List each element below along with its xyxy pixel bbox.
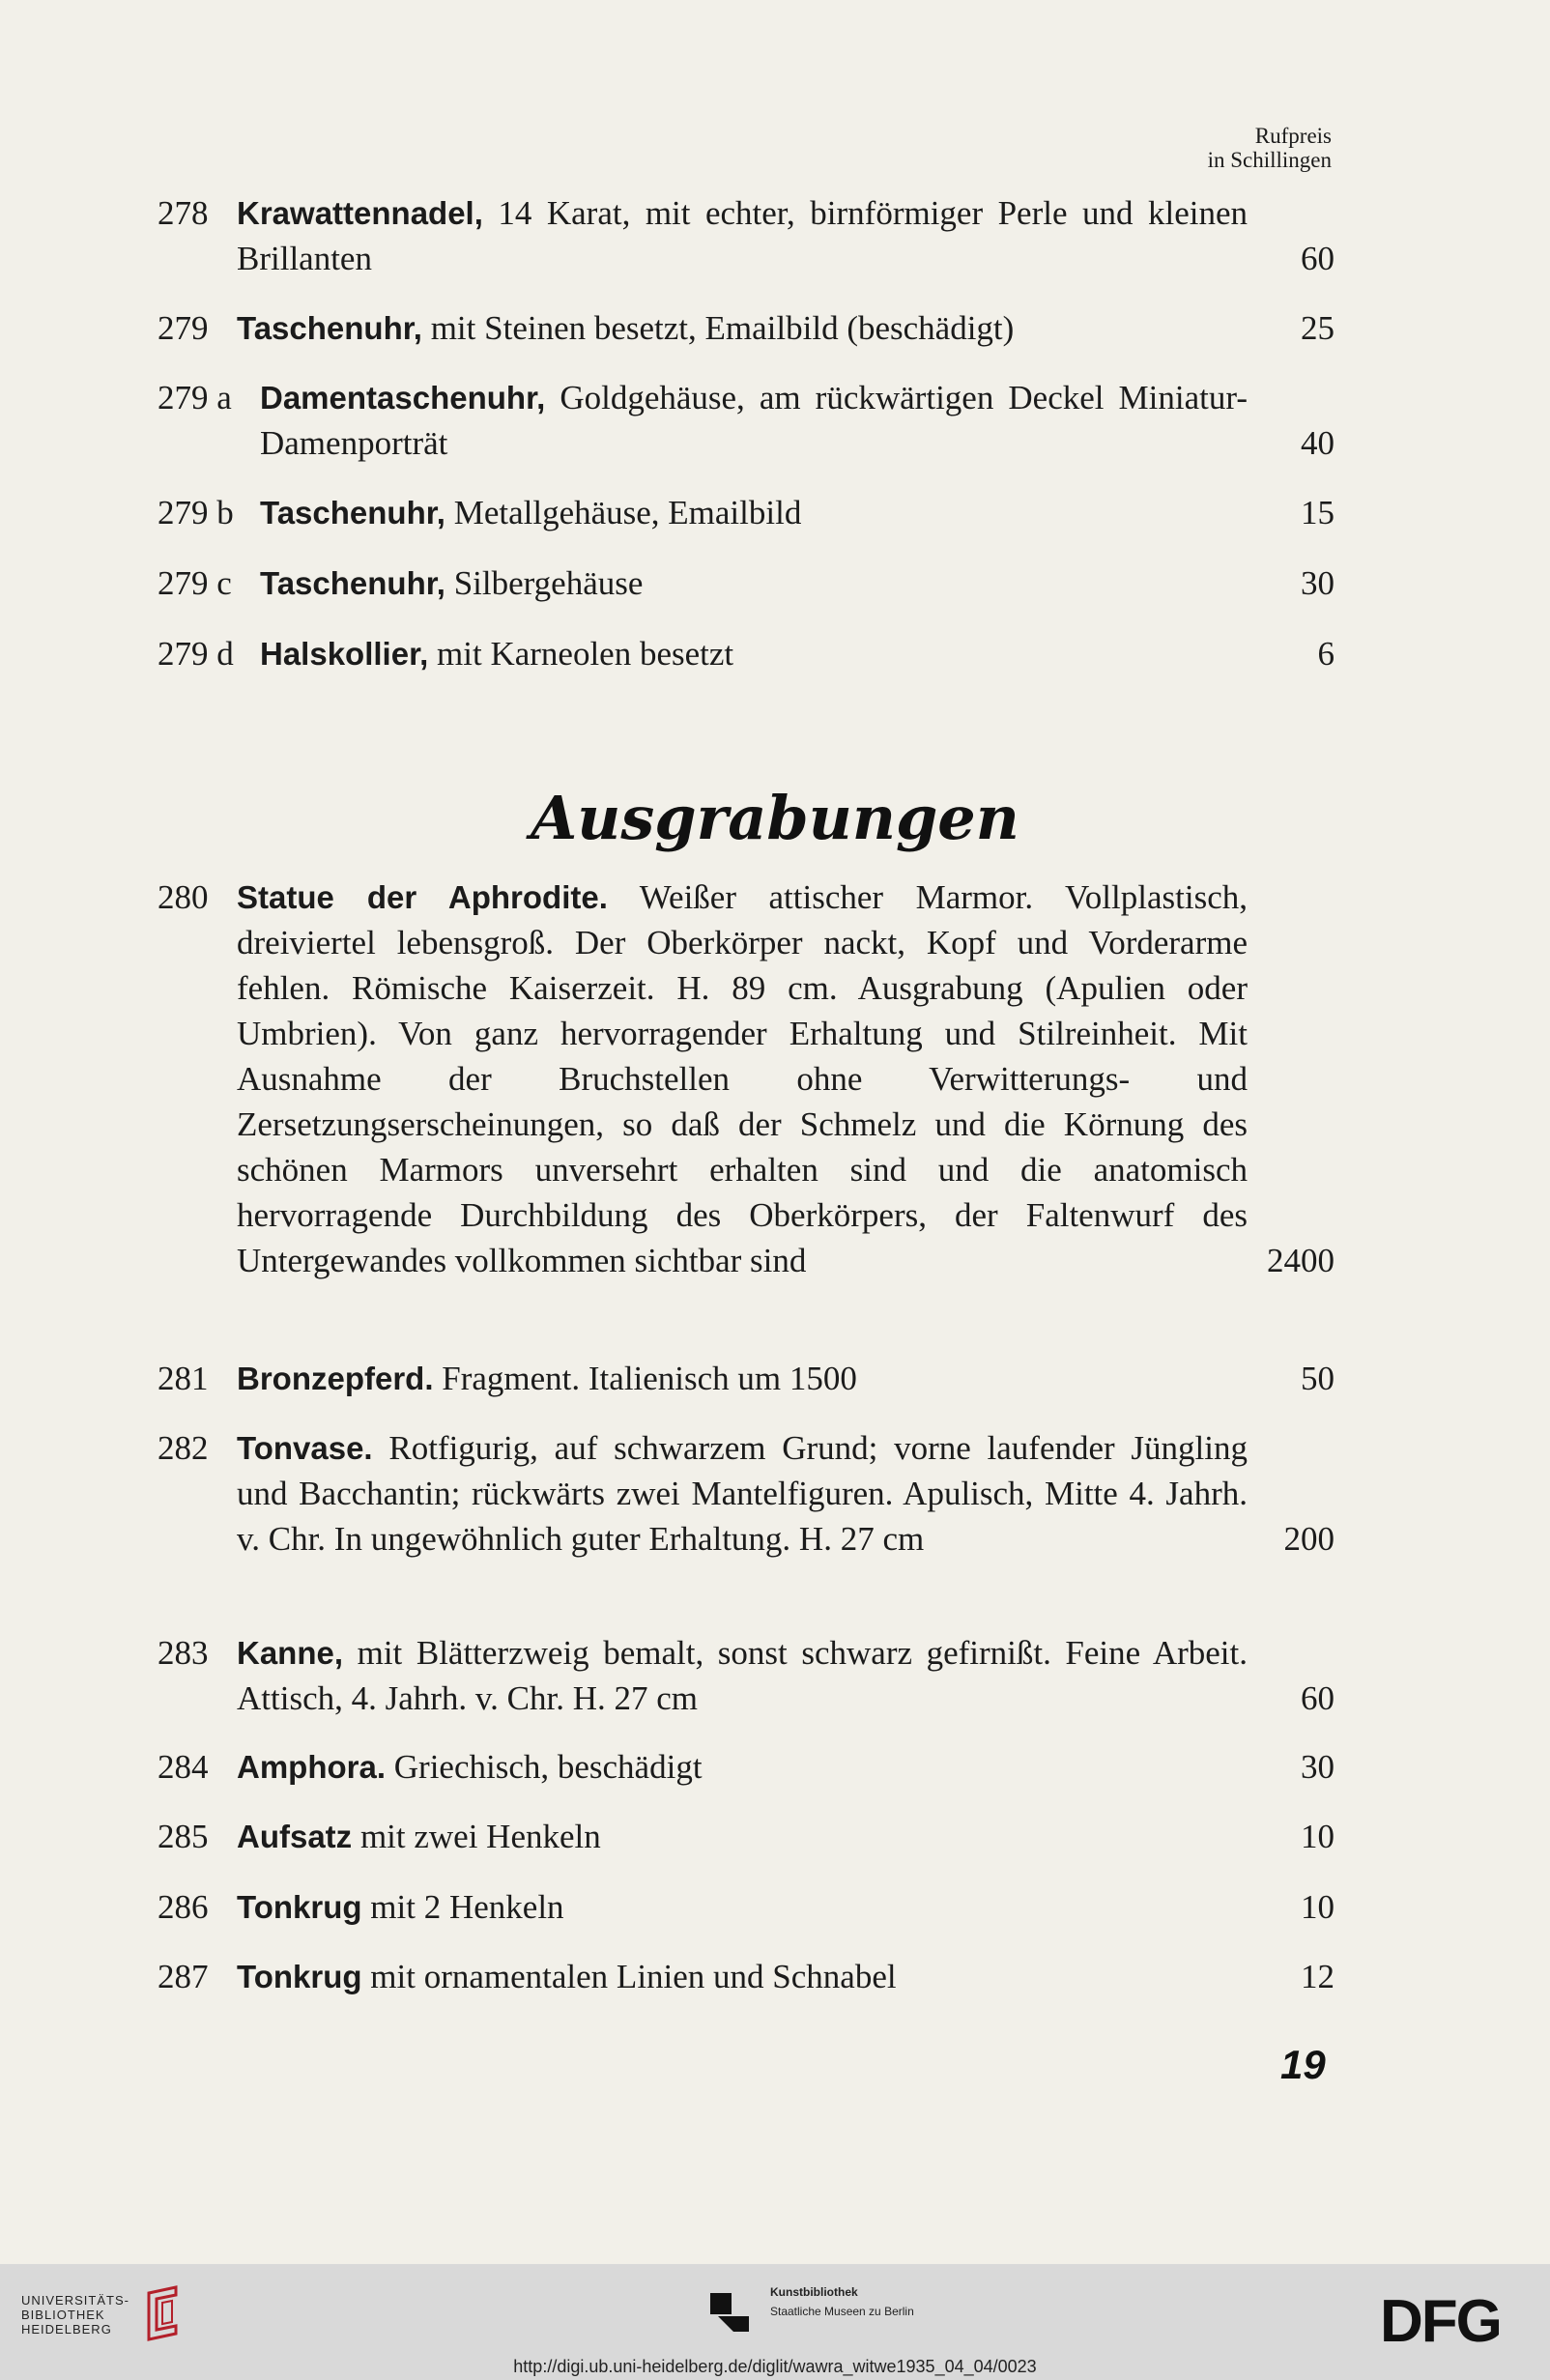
lot-price: 200 [1283,1520,1335,1558]
lot-number: 287 [158,1958,209,1995]
catalog-entry [158,1425,1335,1562]
price-header-line1: Rufpreis [1254,124,1332,148]
lot-number: 279 c [158,564,232,602]
lot-price: 10 [1301,1888,1335,1926]
lot-price: 60 [1301,1679,1335,1717]
lot-title: Taschenuhr, [260,565,445,601]
lot-title: Kanne, [237,1635,344,1671]
lot-description: mit Karneolen besetzt [428,635,734,673]
lot-description: mit Blätterzweig bemalt, sonst schwarz gefirnißt. Feine Arbeit. Attisch, 4. Jahrh. v. Chr. H. 27 cm [237,1634,1248,1717]
lot-description: Goldgehäuse, am rückwärtigen Deckel Miniatur-Damenporträt [260,379,1248,462]
lot-price: 6 [1317,635,1335,673]
lot-description: Weißer attischer Marmor. Vollplastisch, dreiviertel lebensgroß. Der Oberkörper nackt, Kopf und Vorderarme fehlen. Römische Kaiserzeit. H. 89 cm. Ausgrabung (Apulien oder Umbrien). Von ganz hervorragender Erhaltung und Stilreinheit. Mit Ausnahme der Bruchstellen ohne Verwitterungs- und Zersetzungserscheinungen, so daß der Schmelz und die Körnung des schönen Marmors unversehrt erhalten sind und die anatomisch hervorragende Durchbildung des Oberkörpers, der Faltenwurf des Untergewandes vollkommen sichtbar sind [237,878,1248,1279]
lot-number: 283 [158,1634,209,1672]
lot-title: Taschenuhr, [260,495,445,530]
catalog-entry [158,1630,1335,1721]
lot-number: 279 d [158,635,234,673]
lot-title: Taschenuhr, [237,310,422,346]
lot-number: 279 a [158,379,232,416]
catalog-entry [158,375,1335,466]
lot-price: 12 [1301,1958,1335,1995]
kunstbibliothek-subtitle: Staatliche Museen zu Berlin [770,2305,914,2318]
lot-price: 2400 [1267,1242,1335,1279]
lot-price: 30 [1301,564,1335,602]
lot-number: 279 [158,309,209,347]
kunstbibliothek-mark-icon [710,2293,753,2336]
catalog-entry [158,631,1335,676]
lot-number: 278 [158,194,209,232]
catalog-entry [158,490,1335,535]
lot-description: mit ornamentalen Linien und Schnabel [361,1958,897,1995]
lot-number: 281 [158,1360,209,1397]
uni-logo-line2: BIBLIOTHEK [21,2308,105,2322]
kunstbibliothek-title: Kunstbibliothek [770,2285,858,2299]
lot-title: Damentaschenuhr, [260,380,546,416]
lot-description: Fragment. Italienisch um 1500 [433,1360,857,1397]
lot-number: 284 [158,1748,209,1786]
lot-number: 285 [158,1818,209,1855]
catalog-entry [158,875,1335,1283]
catalog-entry [158,1356,1335,1401]
lot-description: mit 2 Henkeln [361,1888,564,1926]
lot-description: mit zwei Henkeln [352,1818,601,1855]
uni-logo-line3: HEIDELBERG [21,2322,112,2337]
permalink-url[interactable]: http://digi.ub.uni-heidelberg.de/diglit/wawra_witwe1935_04_04/0023 [513,2357,1037,2376]
catalog-entry [158,1744,1335,1790]
lot-number: 279 b [158,494,234,531]
lot-price: 30 [1301,1748,1335,1786]
university-emblem-icon [143,2283,182,2341]
section-heading: Ausgrabungen [531,783,1019,853]
lot-price: 60 [1301,240,1335,277]
lot-title: Aufsatz [237,1819,353,1854]
lot-title: Tonvase. [237,1430,373,1466]
lot-number: 282 [158,1429,209,1467]
lot-number: 280 [158,878,209,916]
lot-description: 14 Karat, mit echter, birnförmiger Perle und kleinen Brillanten [237,194,1248,277]
lot-title: Tonkrug [237,1959,362,1994]
catalog-entry [158,1954,1335,1999]
lot-description: Griechisch, beschädigt [386,1748,703,1786]
lot-price: 50 [1301,1360,1335,1397]
catalog-entry [158,190,1335,281]
lot-description: Rotfigurig, auf schwarzem Grund; vorne laufender Jüngling und Bacchantin; rückwärts zwei Mantelfiguren. Apulisch, Mitte 4. Jahrh. v. Chr. In ungewöhnlich guter Erhaltung. H. 27 cm [237,1429,1248,1558]
page-number: 19 [1280,2042,1326,2087]
lot-title: Statue der Aphrodite. [237,879,608,915]
lot-title: Tonkrug [237,1889,362,1925]
lot-price: 40 [1301,424,1335,462]
lot-title: Amphora. [237,1749,387,1785]
lot-price: 15 [1301,494,1335,531]
price-header-line2: in Schillingen [1207,148,1332,172]
price-column-header [1160,124,1332,172]
lot-number: 286 [158,1888,209,1926]
catalog-entry [158,1884,1335,1930]
lot-title: Halskollier, [260,636,429,672]
lot-price: 25 [1301,309,1335,347]
catalog-entry [158,560,1335,606]
digitization-footer [0,2264,1550,2380]
lot-price: 10 [1301,1818,1335,1855]
lot-description: Metallgehäuse, Emailbild [445,494,802,531]
catalog-entry [158,305,1335,351]
lot-description: Silbergehäuse [445,564,644,602]
dfg-logo[interactable]: DFG [1380,2288,1501,2355]
uni-logo-line1: UNIVERSITÄTS- [21,2293,129,2308]
lot-description: mit Steinen besetzt, Emailbild (beschädigt) [421,309,1015,347]
university-library-logo[interactable] [21,2293,129,2337]
lot-title: Krawattennadel, [237,195,483,231]
catalog-entry [158,1814,1335,1859]
lot-title: Bronzepferd. [237,1361,434,1396]
